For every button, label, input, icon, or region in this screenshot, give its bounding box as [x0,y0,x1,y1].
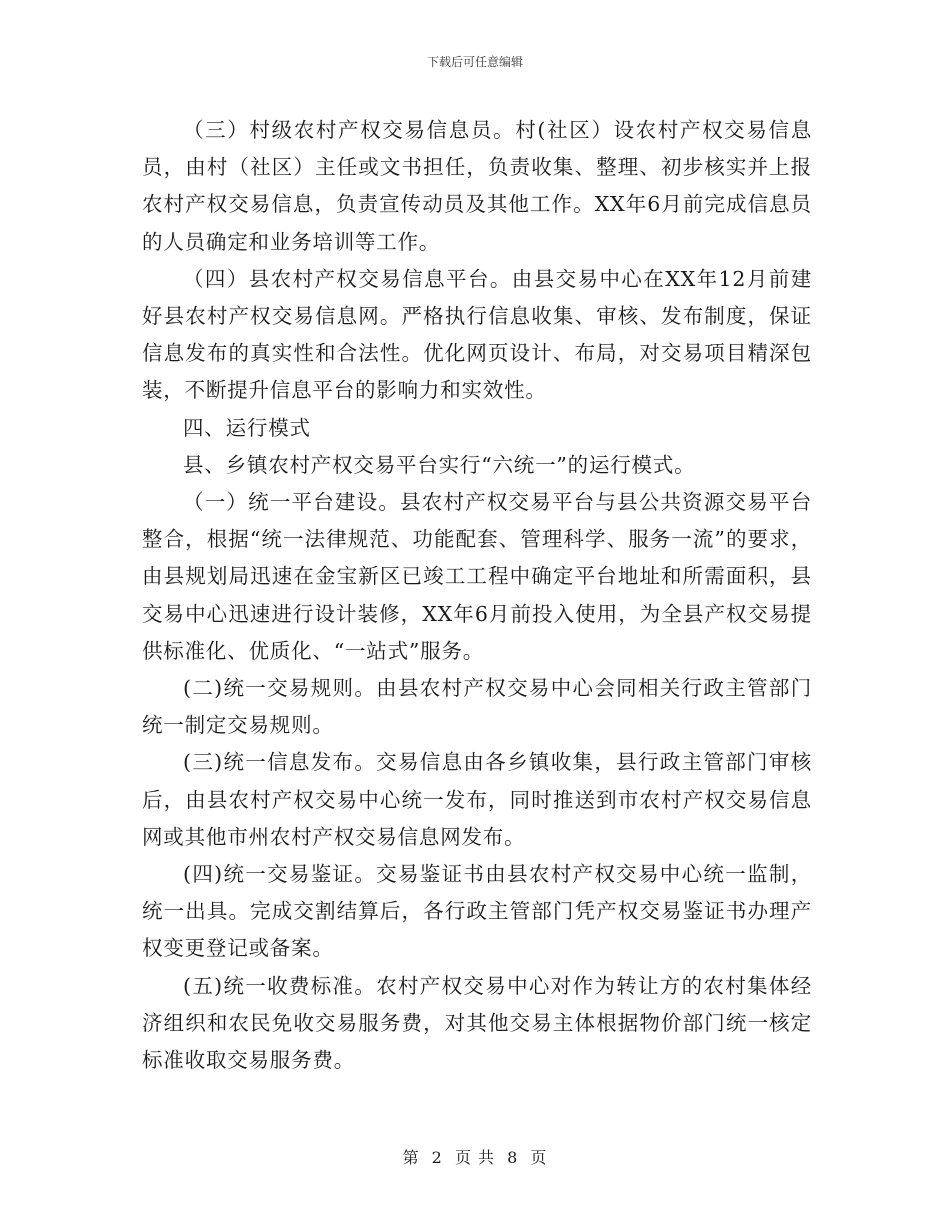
page-footer [0,1148,950,1168]
section-heading-operation-mode: 四、运行模式 [183,415,311,440]
paragraph-unified-platform: （一）统一平台建设。县农村产权交易平台与县公共资源交易平台整合，根据“统一法律规范、功能配套、管理科学、服务一流”的要求，由县规划局迅速在金宝新区已竣工工程中确定平台地址和所需面积，县交易中心迅速进行设计装修，XX年6月前投入使用，为全县产权交易提供标准化、优质化、“一站式”服务。 [142,490,812,663]
paragraph-six-unified-intro: 县、乡镇农村产权交易平台实行“六统一”的运行模式。 [183,452,696,477]
paragraph-village-info-officer: （三）村级农村产权交易信息员。村(社区）设农村产权交易信息员，由村（社区）主任或文书担任，负责收集、整理、初步核实并上报农村产权交易信息，负责宣传动员及其他工作。XX年6月前完成信息员的人员确定和业务培训等工作。 [142,118,812,254]
paragraph-unified-fees: (五)统一收费标准。农村产权交易中心对作为转让方的农村集体经济组织和农民免收交易服务费，对其他交易主体根据物价部门统一核定标准收取交易服务费。 [142,973,812,1073]
paragraph-county-info-platform: （四）县农村产权交易信息平台。由县交易中心在XX年12月前建好县农村产权交易信息网。严格执行信息收集、审核、发布制度，保证信息发布的真实性和合法性。优化网页设计、布局，对交易项目精深包装，不断提升信息平台的影响力和实效性。 [142,266,812,403]
total-page-count: 8 [507,1148,519,1167]
current-page-number: 2 [431,1148,443,1167]
footer-prefix: 第 [402,1148,420,1167]
paragraph-unified-rules: (二)统一交易规则。由县农村产权交易中心会同相关行政主管部门统一制定交易规则。 [142,676,812,738]
page-header: 下载后可任意编辑 [426,55,523,69]
document-body [142,112,812,1079]
footer-middle: 页 共 [454,1148,496,1167]
footer-suffix: 页 [530,1148,548,1167]
paragraph-unified-certification: (四)统一交易鉴证。交易鉴证书由县农村产权交易中心统一监制，统一出具。完成交割结算后，各行政主管部门凭产权交易鉴证书办理产权变更登记或备案。 [142,862,812,961]
paragraph-unified-info-release: (三)统一信息发布。交易信息由各乡镇收集，县行政主管部门审核后，由县农村产权交易中心统一发布，同时推送到市农村产权交易信息网或其他市州农村产权交易信息网发布。 [142,750,812,849]
